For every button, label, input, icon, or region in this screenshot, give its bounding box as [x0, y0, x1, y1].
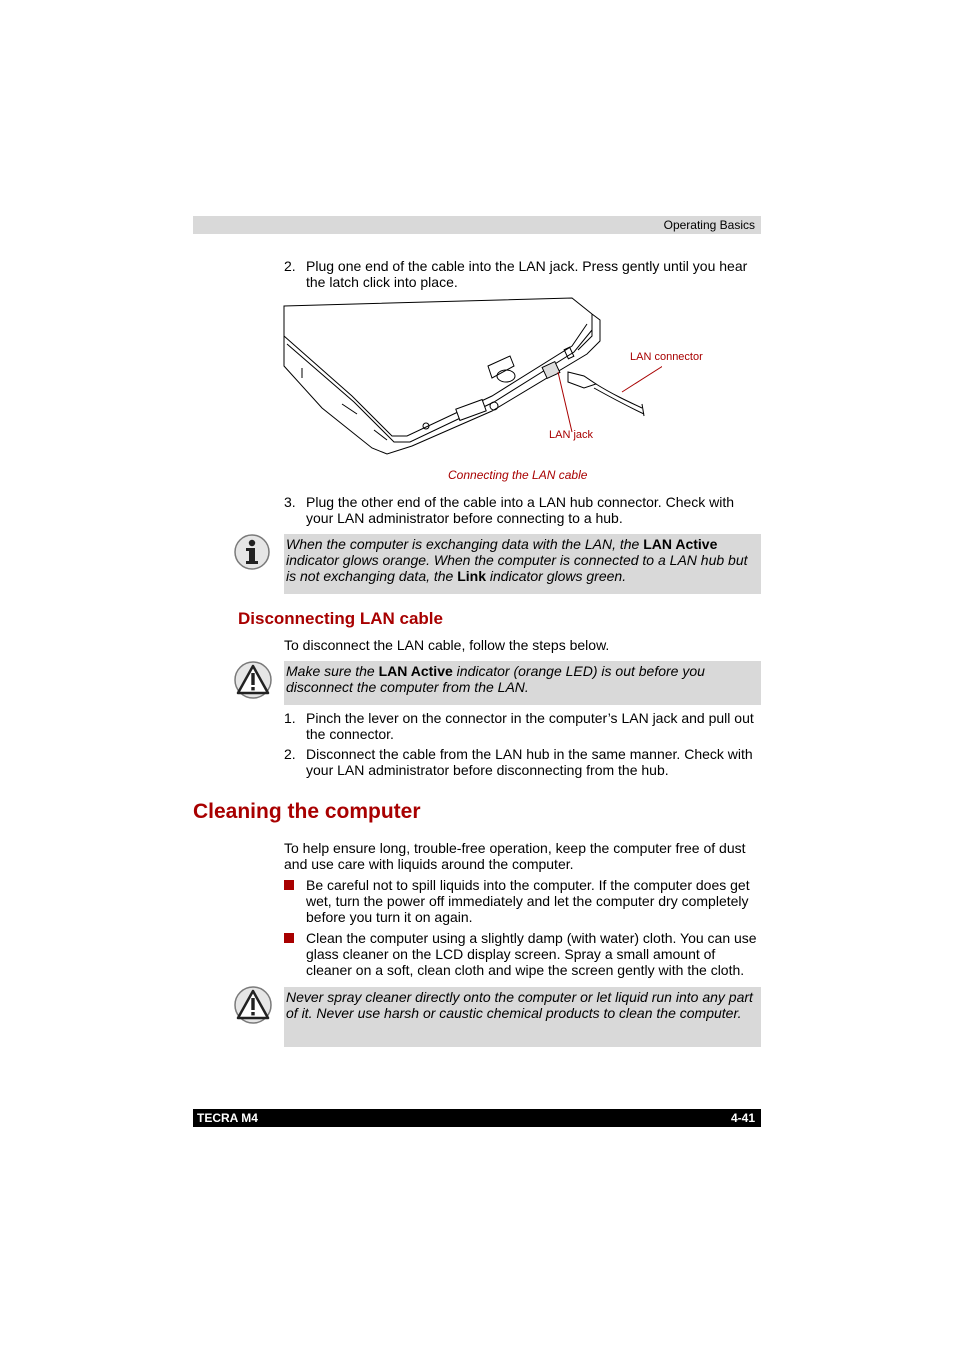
step-text: Plug the other end of the cable into a LAN hub connector. Check with your LAN administrator before connecting to a hub.	[306, 494, 735, 526]
warning-note	[284, 987, 761, 1047]
header-section-title: Operating Basics	[663, 218, 755, 232]
bullet-marker	[284, 933, 294, 943]
footer-page-number: 4-41	[730, 1111, 755, 1125]
section-intro: To disconnect the LAN cable, follow the steps below.	[284, 637, 610, 653]
step-number: 1.	[284, 710, 296, 726]
footer-model: TECRA M4	[197, 1111, 258, 1125]
step-text: Plug one end of the cable into the LAN jack. Press gently until you hear the latch click into place.	[306, 258, 748, 290]
info-note	[284, 534, 761, 594]
section-heading-disconnecting: Disconnecting LAN cable	[238, 609, 443, 628]
info-note-text: When the computer is exchanging data with the LAN, the LAN Active indicator glows orange. When the computer is connected to a LAN hub but is not exchanging data, the Link indicator glows green.	[286, 536, 748, 584]
section-intro: To help ensure long, trouble-free operation, keep the computer free of dust and use care with liquids around the computer.	[284, 840, 746, 872]
lan-cable-illustration	[282, 296, 662, 461]
info-icon	[234, 534, 270, 570]
step-text: Pinch the lever on the connector in the computer’s LAN jack and pull out the connector.	[306, 710, 754, 742]
section-heading-cleaning: Cleaning the computer	[193, 800, 421, 823]
figure-caption: Connecting the LAN cable	[448, 468, 588, 482]
page-header	[193, 216, 761, 234]
warning-note-text: Make sure the LAN Active indicator (orange LED) is out before you disconnect the computer from the LAN.	[286, 663, 705, 695]
label-lan-connector: LAN connector	[630, 351, 703, 363]
page-footer	[193, 1109, 761, 1127]
step-number: 2.	[284, 746, 296, 762]
step-number: 2.	[284, 258, 296, 274]
warning-icon	[234, 986, 272, 1024]
warning-icon	[234, 661, 272, 699]
bullet-marker	[284, 880, 294, 890]
bullet-text: Clean the computer using a slightly damp (with water) cloth. You can use glass cleaner on the LCD display screen. Spray a small amount of cleaner on a soft, clean cloth and wipe the screen gently with the cloth.	[306, 930, 757, 978]
bullet-text: Be careful not to spill liquids into the computer. If the computer does get wet, turn the power off immediately and let the computer dry completely before you turn it on again.	[306, 877, 750, 925]
label-lan-jack: LAN jack	[549, 429, 594, 441]
warning-note	[284, 661, 761, 705]
warning-note-text: Never spray cleaner directly onto the computer or let liquid run into any part of it. Never use harsh or caustic chemical products to clean the computer.	[286, 989, 753, 1021]
step-text: Disconnect the cable from the LAN hub in the same manner. Check with your LAN administrator before disconnecting from the hub.	[306, 746, 753, 778]
step-number: 3.	[284, 494, 296, 510]
